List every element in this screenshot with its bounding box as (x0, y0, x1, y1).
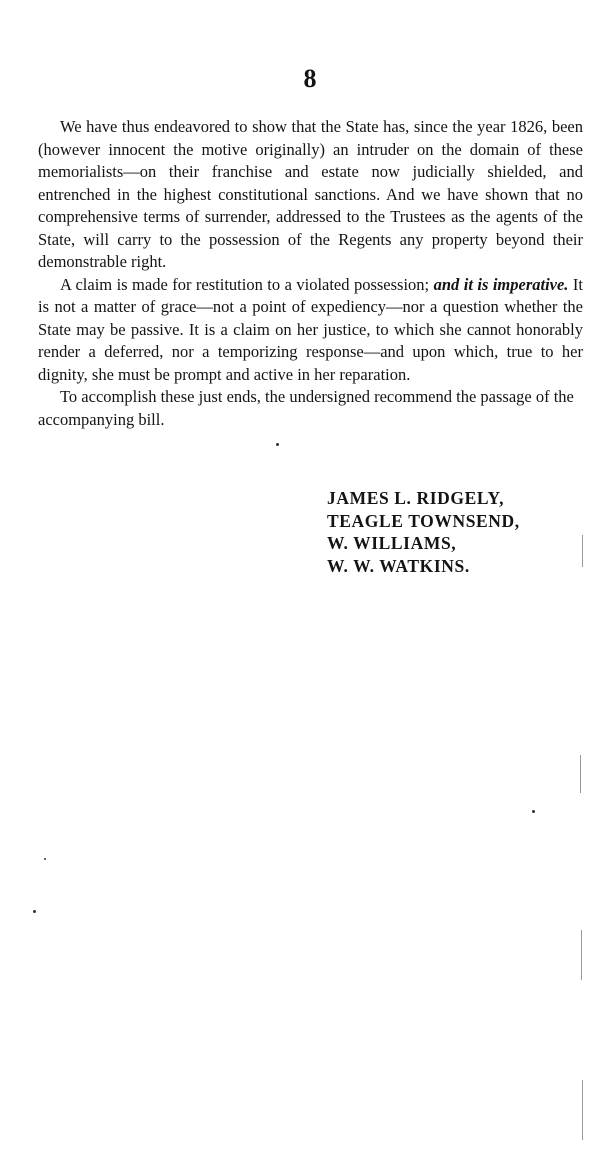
paragraph-restitution-claim (38, 274, 583, 387)
scan-speck (33, 910, 36, 913)
signatory-name: JAMES L. RIDGELY, (327, 488, 505, 508)
restitution-text-end: It is not a matter of grace—not a point of expediency—nor a question whether the State may be passive. It is a claim on her justice, to which she cannot honorably render a deferred, nor a temporizing response—and upon which, true to her dignity, she must be prompt and active in her reparation. (38, 274, 583, 384)
scan-margin-line (582, 535, 583, 567)
scan-margin-line (582, 1080, 583, 1140)
scan-speck (532, 810, 535, 813)
scan-margin-line (581, 930, 582, 980)
scan-margin-line (580, 755, 581, 793)
signature-block (327, 487, 520, 577)
scan-speck (44, 858, 46, 860)
scan-speck (276, 443, 279, 446)
imperative-emphasis: and it is imperative. (433, 274, 569, 294)
paragraph-state-intruder: We have thus endeavored to show that the State has, since the year 1826, been (however innocent the motive originally) an intruder on the domain of these memorialists—on their franchise and estate now judicially shielded, and entrenched in the highest constitutional sanctions. And we have shown that no comprehensive terms of surrender, addressed to the Trustees as the agents of the State, will carry to the possession of the Regents any property beyond their demonstrable right. (38, 117, 583, 271)
signatory-name: W. WILLIAMS, (327, 533, 457, 553)
signatory-name: TEAGLE TOWNSEND, (327, 510, 520, 531)
page-number: 8 (303, 64, 317, 93)
paragraph-recommendation: To accomplish these just ends, the undersigned recommend the passage of the accompanying bill. (38, 387, 574, 429)
signatory-name: W. W. WATKINS. (327, 555, 470, 576)
report-body (38, 116, 583, 431)
restitution-text-start: A claim is made for restitution to a violated possession; (60, 274, 434, 294)
